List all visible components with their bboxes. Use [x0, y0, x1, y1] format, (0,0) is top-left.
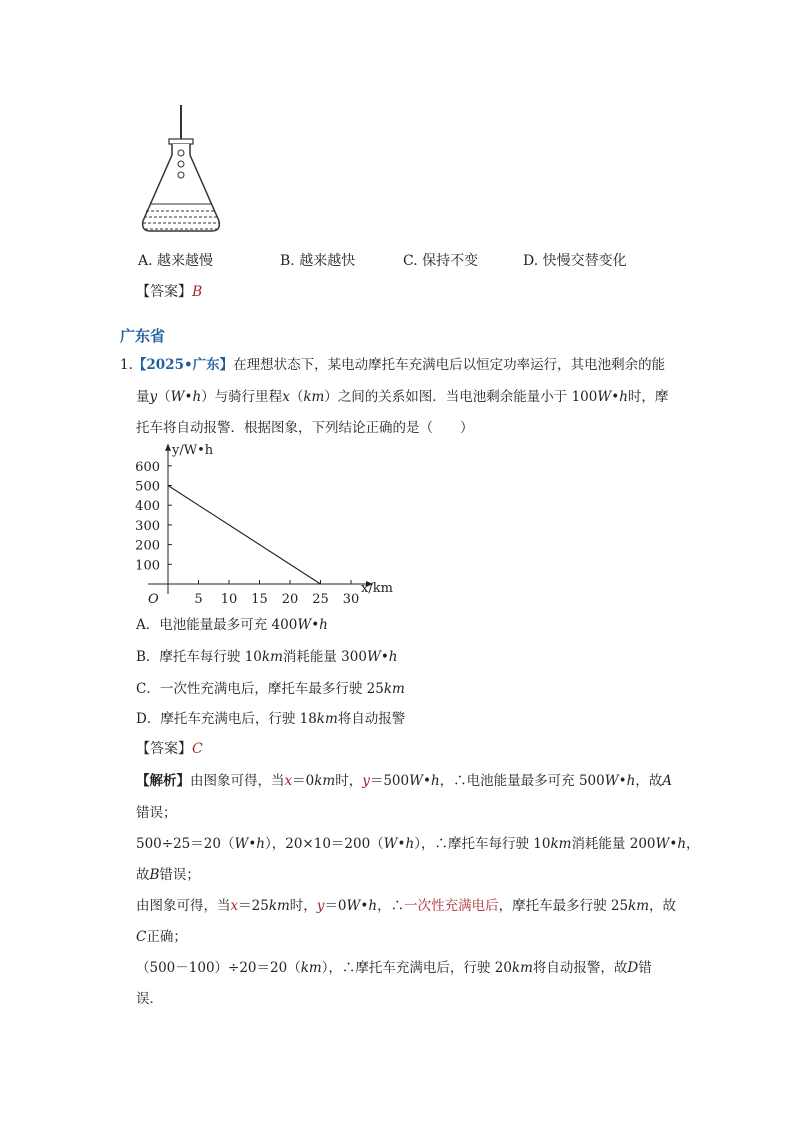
analysis-line4: 故B错误；	[136, 867, 200, 883]
x-tick-label: 15	[251, 592, 268, 607]
x-axis-label: x/km	[361, 581, 393, 596]
analysis-line3: 500÷25＝20（W•h），20×10＝200（W•h），∴摩托车每行驶 10km消耗能量 200W•h，	[136, 836, 700, 852]
option-c: C．一次性充满电后，摩托车最多行驶 25km	[136, 681, 405, 697]
y-axis-label: y/W•h	[172, 442, 214, 458]
question-stem-line1: 1.【2025•广东】在理想状态下，某电动摩托车充满电后以恒定功率运行，其电池剩余的能	[120, 357, 666, 373]
energy-distance-chart	[120, 436, 410, 616]
analysis-line8: 误．	[136, 991, 163, 1007]
y-tick-label: 100	[135, 558, 160, 574]
y-tick-label: 200	[135, 538, 160, 554]
analysis-line6: C正确；	[136, 929, 187, 945]
x-tick-label: 25	[312, 592, 329, 607]
analysis-line2: 错误；	[136, 805, 177, 821]
question-stem-line2: 量y（W•h）与骑行里程x（km）之间的关系如图．当电池剩余能量小于 100W•h时，摩	[136, 389, 669, 405]
option-a: A．电池能量最多可充 400W•h	[136, 617, 328, 633]
analysis-line5: 由图象可得，当x＝25km时，y＝0W•h，∴一次性充满电后，摩托车最多行驶 25km，故	[136, 898, 677, 914]
y-tick-label: 600	[135, 459, 160, 475]
question-stem-line3: 托车将自动报警．根据图象，下列结论正确的是（ ）	[136, 420, 474, 436]
x-tick-label: 5	[194, 592, 203, 607]
analysis-line7: （500－100）÷20＝20（km），∴摩托车充满电后，行驶 20km将自动报警，故D错	[136, 960, 652, 976]
analysis-line1: 【解析】由图象可得，当x＝0km时，y＝500W•h，∴电池能量最多可充 500W•h，故A	[136, 773, 673, 789]
origin-label: O	[148, 592, 159, 607]
answer: 【答案】C	[136, 741, 203, 757]
prev-answer: 【答案】B	[136, 284, 203, 300]
prev-option-a: A. 越来越慢	[138, 253, 214, 269]
prev-option-d: D. 快慢交替变化	[523, 253, 627, 269]
y-tick-label: 500	[135, 479, 160, 495]
option-d: D．摩托车充满电后，行驶 18km将自动报警	[136, 711, 406, 727]
prev-option-c: C. 保持不变	[403, 253, 479, 269]
y-axis-arrow	[165, 444, 171, 451]
section-title: 广东省	[120, 327, 166, 345]
x-tick-label: 30	[342, 592, 360, 607]
option-b: B．摩托车每行驶 10km消耗能量 300W•h	[136, 649, 398, 665]
energy-line	[168, 486, 321, 585]
flask-illustration	[136, 103, 226, 235]
prev-option-b: B. 越来越快	[280, 253, 356, 269]
x-tick-label: 20	[281, 592, 299, 607]
y-tick-label: 400	[135, 499, 160, 515]
x-tick-label: 10	[220, 592, 238, 607]
y-tick-label: 300	[135, 518, 160, 534]
